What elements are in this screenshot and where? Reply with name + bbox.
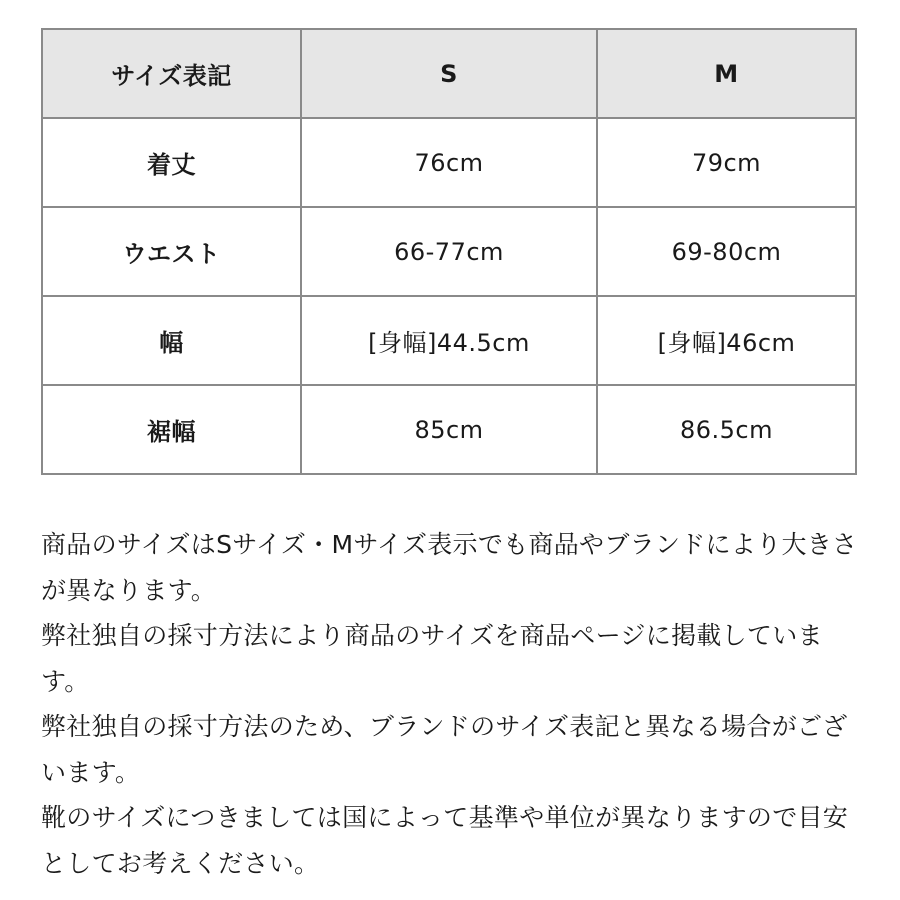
row-label-hem-width: 裾幅 [42,385,301,474]
cell-length-m: 79cm [597,118,856,207]
size-chart-table [41,28,857,475]
size-notes [41,522,861,886]
cell-length-s: 76cm [301,118,597,207]
table-header-row [42,29,856,118]
note-paragraph: 弊社独自の採寸方法により商品のサイズを商品ページに掲載しています。 [41,621,823,696]
note-paragraph: 靴のサイズにつきましては国によって基準や単位が異なりますので目安としてお考えください。 [41,803,849,878]
note-paragraph: 商品のサイズはSサイズ・Mサイズ表示でも商品やブランドにより大きさが異なります。 [41,530,858,605]
table-row [42,118,856,207]
cell-width-m: [身幅]46cm [597,296,856,385]
table-row [42,385,856,474]
note-paragraph: 弊社独自の採寸方法のため、ブランドのサイズ表記と異なる場合がございます。 [41,712,848,787]
row-label-length: 着丈 [42,118,301,207]
cell-waist-s: 66-77cm [301,207,597,296]
cell-waist-m: 69-80cm [597,207,856,296]
row-label-waist: ウエスト [42,207,301,296]
cell-hem-width-s: 85cm [301,385,597,474]
table-row [42,296,856,385]
header-size-s: S [301,29,597,118]
header-size-label: サイズ表記 [42,29,301,118]
cell-width-s: [身幅]44.5cm [301,296,597,385]
header-size-m: M [597,29,856,118]
row-label-width: 幅 [42,296,301,385]
cell-hem-width-m: 86.5cm [597,385,856,474]
table-row [42,207,856,296]
